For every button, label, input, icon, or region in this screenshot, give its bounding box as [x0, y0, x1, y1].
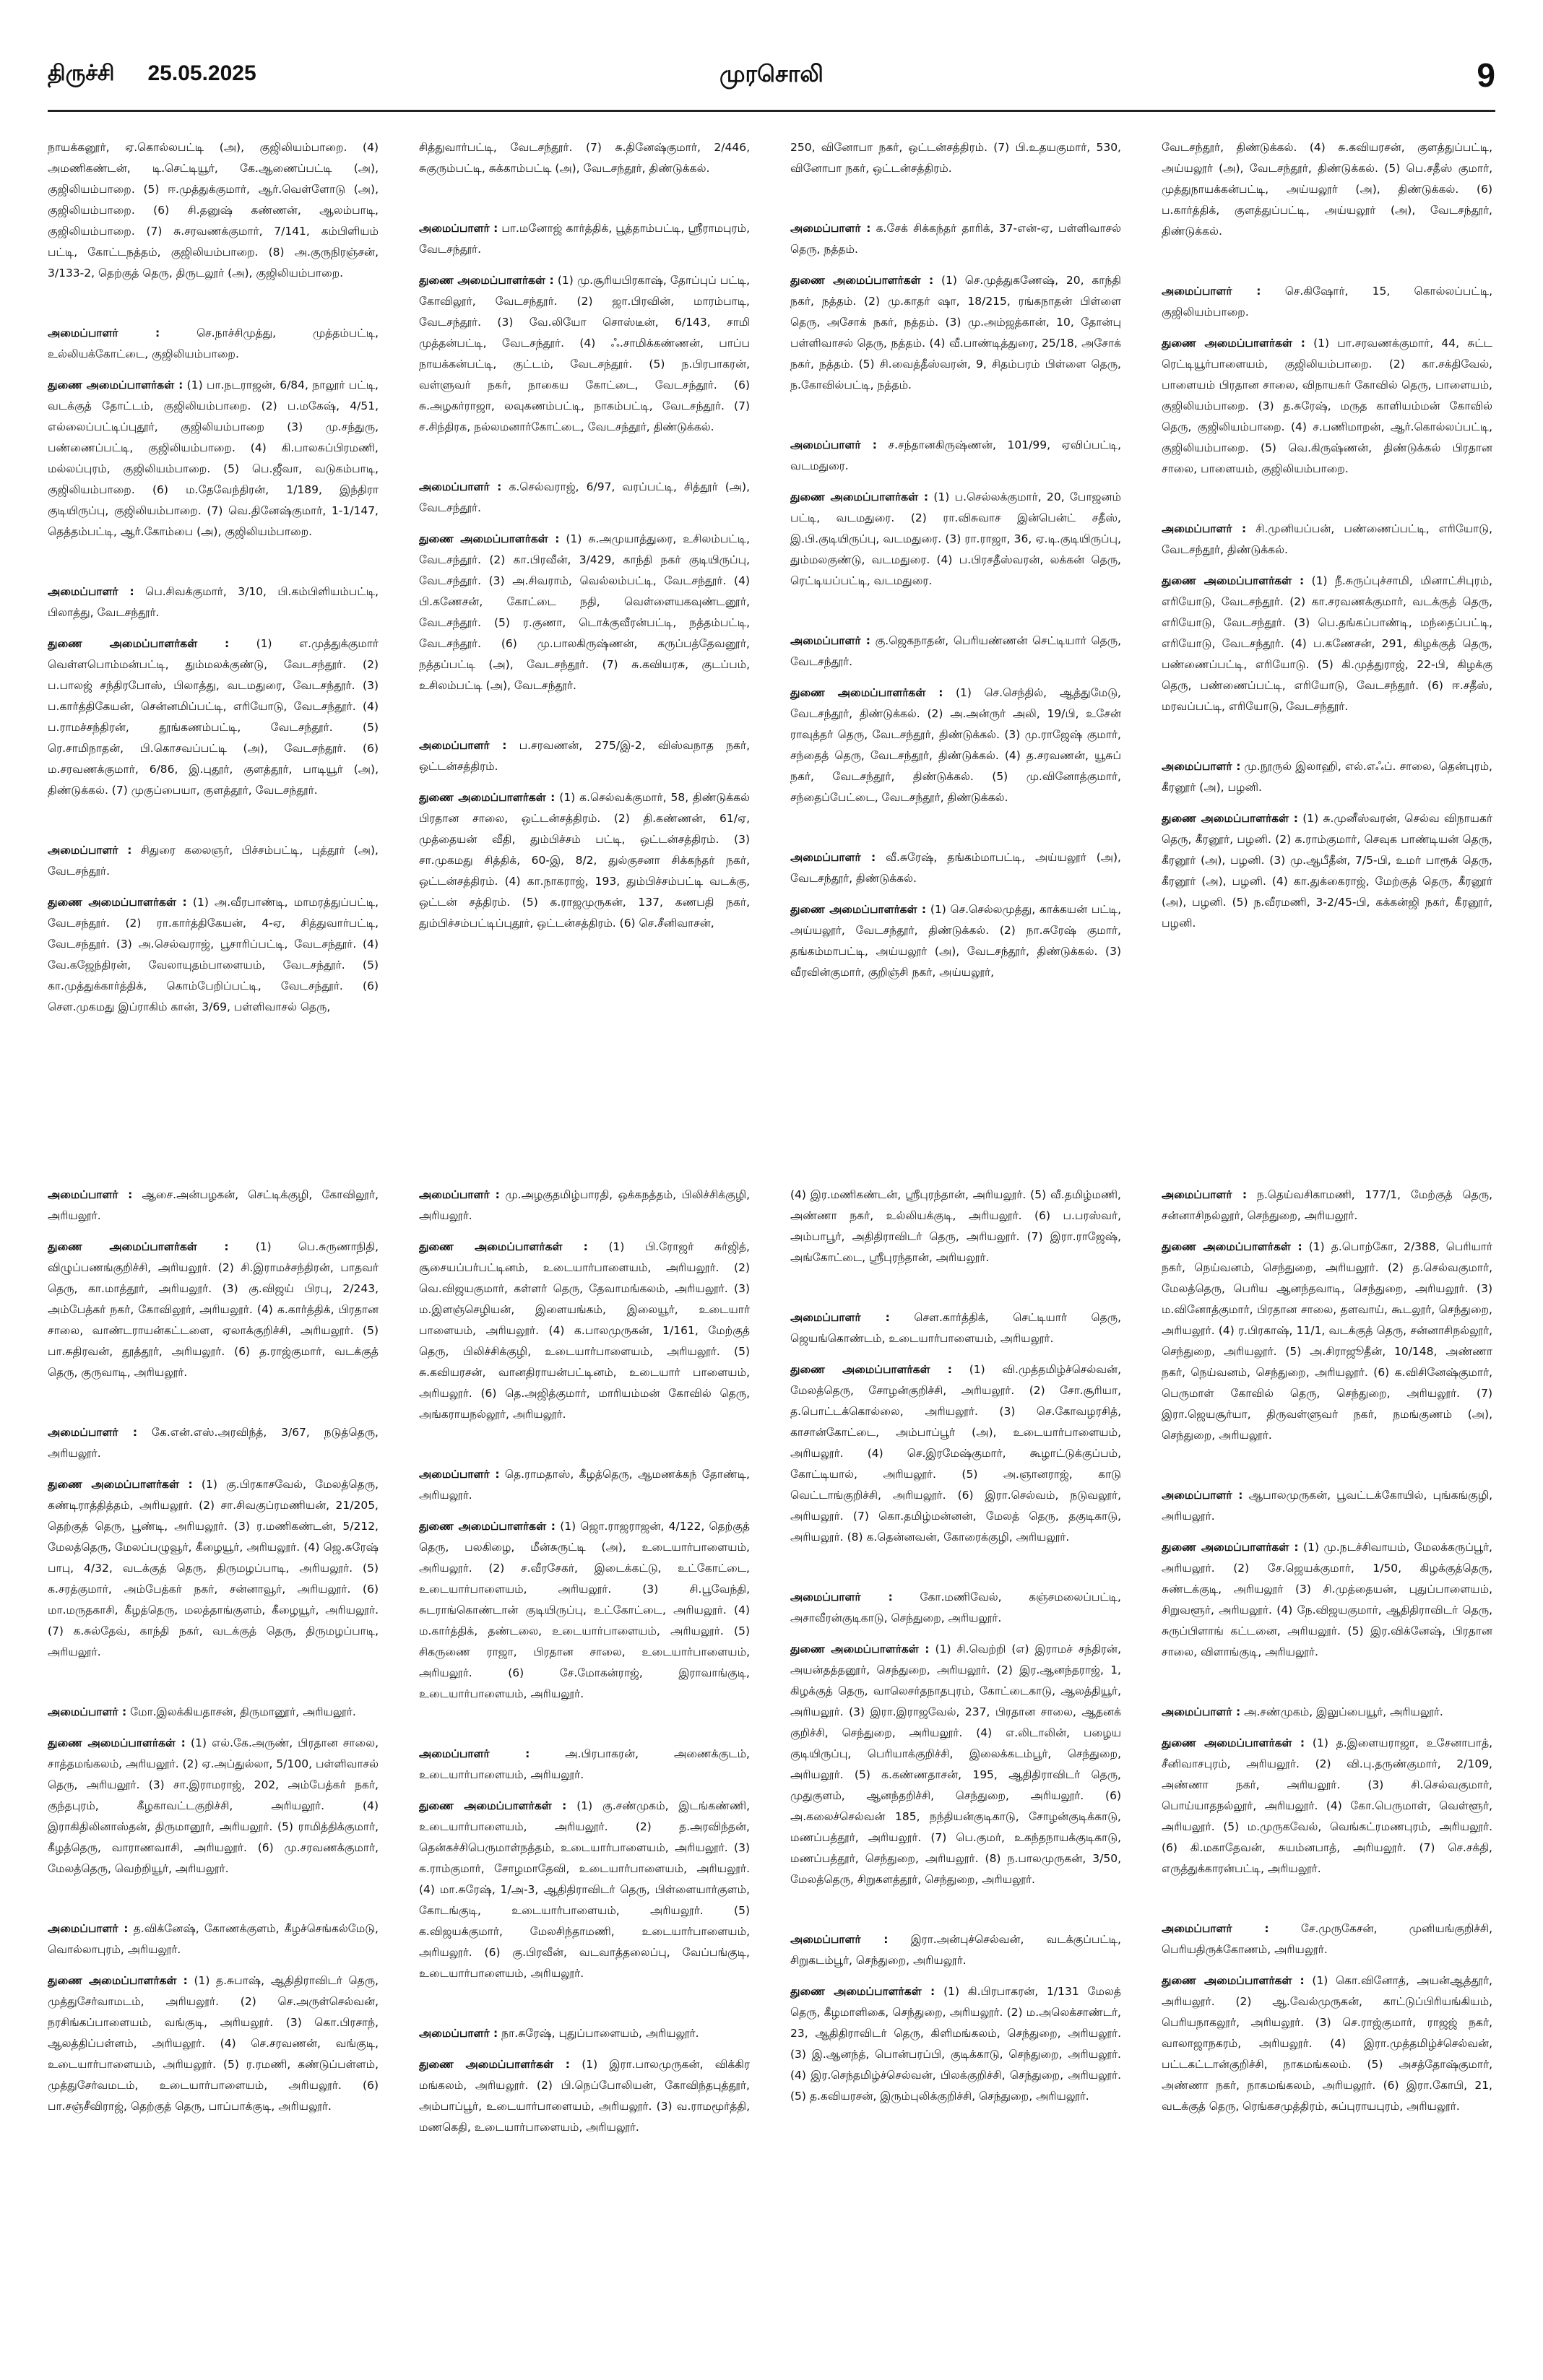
deputies-paragraph [48, 1474, 379, 1663]
organizer-label: அமைப்பாளர் : [1162, 1489, 1243, 1502]
article-column [48, 137, 379, 1148]
article-column [419, 137, 750, 1148]
deputies-label: துணை அமைப்பாளர்கள் : [419, 1799, 567, 1812]
organizer-paragraph [419, 218, 750, 260]
deputies-text: (1) நீ.சுருப்புச்சாமி, மினாட்சிபுரம், எரியோடு, வேடசந்தூர். (2) கா.சரவணக்குமார், வடக்குத் தெரு, எரியோடு, வேடசந்தூர். (3) பெ.தங்கப்பாண்டி, மந்தைப்பட்டி, எரியோடு, வேடசந்தூர். (4) ப.கணேசன், 291, கிழக்குத் தெரு, பண்ணைப்பட்டி, எரியோடு. (5) கி.முத்துராஜ், 22-பி, கிழக்கு தெரு, பண்ணைப்பட்டி, எரியோடு, வேடசந்தூர். (6) ஈ.சதீஸ், மரவப்பட்டி, எரியோடு, வேடசந்தூர். [1162, 574, 1492, 713]
organizer-text: ஆசை.அன்பழகன், செட்டிக்குழி, கோவிலூர், அரியலூர். [48, 1188, 379, 1222]
organizer-paragraph [1162, 1185, 1492, 1226]
appointment-entry [419, 2023, 750, 2138]
organizer-text: கு.ஜெகநாதன், பெரியண்ணன் செட்டியார் தெரு, வேடசந்தூர். [790, 634, 1121, 668]
deputies-text: (1) கு.சண்முகம், இடங்கண்ணி, உடையார்பாளையம், அரியலூர். (2) த.அரவிந்தன், தென்கச்சிபெருமாள்நத்தம், உடையார்பாளையம், அரியலூர். (3) க.ராம்குமார், சோழமாதேவி, உடையார்பாளையம், அரியலூர். (4) மா.சுரேஷ், 1/அ-3, ஆதிதிராவிடர் தெரு, பிள்ளையார்குளம், கோடங்குடி, உடையார்பாளையம், அரியலூர். (5) க.விஜயக்குமார், மேலசிந்தாமணி, உடையார்பாளையம், அரியலூர். (6) கு.பிரவீன், வடவாத்தலைப்பு, வேப்பங்குடி, உடையார்பாளையம், அரியலூர். [419, 1799, 750, 1980]
deputies-paragraph [1162, 1733, 1492, 1879]
appointment-entry [48, 581, 379, 801]
organizer-text: ந.தெய்வசிகாமணி, 177/1, மேற்குத் தெரு, சன்னாசிநல்லூர், செந்துறை, அரியலூர். [1162, 1188, 1492, 1222]
organizer-paragraph [790, 435, 1121, 477]
deputies-text: (1) வி.முத்தமிழ்ச்செல்வன், மேலத்தெரு, சோழன்குறிச்சி, அரியலூர். (2) சோ.சூரியா, த.பொட்டக்கொல்லை, அரியலூர். (3) செ.கோவழரசித், காசான்கோட்டை, அம்பாப்பூர் (அ), உடையார்பாளையம், அரியலூர். (4) செ.இரமேஷ்குமார், கூழாட்டுக்குப்பம், கோட்டியால், அரியலூர். (5) அ.ஞானராஜ், காடு வெட்டாங்குறிச்சி, அரியலூர். (6) இரா.செல்வம், நடுவலூர், அரியலூர். (7) கொ.தமிழ்மன்னன், மேலத் தெரு, தகுடிகாடு, அரியலூர். (8) க.தென்னவன், கோரைக்குழி, அரியலூர். [790, 1363, 1121, 1544]
deputies-text: (1) க.செல்வக்குமார், 58, திண்டுக்கல் பிரதான சாலை, ஒட்டன்சத்திரம். (2) தி.கண்ணன், 61/ஏ, முத்தையன் வீதி, தும்பிச்சம் பட்டி, ஒட்டன்சத்திரம். (3) சா.முகமது சித்திக், 60-இ, 8/2, துல்குசனா சிக்கந்தர் நகர், ஒட்டன்சத்திரம். (4) கா.நாகராஜ், 193, தும்பிச்சம்பட்டி வடக்கு, ஒட்டன் சத்திரம். (5) க.ராஜமுருகன், 137, கணபதி நகர், தும்பிச்சம்பட்டிப்புதூர், ஒட்டன்சத்திரம். (6) செ.சீனிவாசன், [419, 791, 750, 930]
deputies-text: (1) பெ.சுருணாநிதி, விழுப்பணங்குறிச்சி, அரியலூர். (2) சி.இராமச்சந்திரன், பாதவர் தெரு, கா.மாத்தூர், அரியலூர். (3) கு.விஜய் பிரபு, 2/243, அம்பேத்கர் நகர், கோவிலூர், அரியலூர். (4) க.கார்த்திக், பிரதான சாலை, வாண்டராயன்கட்டளை, ஏலாக்குறிச்சி, அரியலூர். (5) பா.சுதிரவன், தூத்தூர், அரியலூர். (6) த.ராஜ்குமார், வடக்குத் தெரு, குருவாடி, அரியலூர். [48, 1240, 379, 1379]
deputies-text: (1) கொ.வினோத், அயன்ஆத்தூர், அரியலூர். (2) ஆ.வேல்முருகன், காட்டுப்பிரியங்கியம், பெரியநாகலூர், அரியலூர். (3) செ.ராஜ்குமார், ராஜஜ் நகர், வாலாஜாநகரம், அரியலூர். (4) இரா.முத்தமிழ்ச்செல்வன், பட்டகட்டான்குறிச்சி, நாகமங்கலம். (5) அசத்தோஷ்குமார், அண்ணா நகர், நாகமங்கலம், அரியலூர். (6) இரா.கோபி, 21, வடக்குத் தெரு, ரெங்கசமுத்திரம், சுப்புராயபுரம், அரியலூர். [1162, 1974, 1492, 2113]
deputies-paragraph [48, 1237, 379, 1383]
deputies-label: துணை அமைப்பாளர்கள் : [419, 274, 554, 287]
masthead-left [48, 61, 256, 89]
deputies-label: துணை அமைப்பாளர்கள் : [790, 1363, 952, 1376]
article-column [790, 137, 1121, 1148]
organizer-text: செ.நாச்சிமுத்து, முத்தம்பட்டி, உல்லியக்கோட்டை, குஜிலியம்பாறை. [48, 326, 379, 360]
organizer-paragraph [48, 1702, 379, 1723]
organizer-label: அமைப்பாளர் : [48, 585, 134, 598]
deputies-paragraph [48, 892, 379, 1018]
deputies-label: துணை அமைப்பாளர்கள் : [48, 1478, 193, 1491]
organizer-label: அமைப்பாளர் : [790, 851, 876, 864]
deputies-text: (1) த.இளையராஜா, உசேனாபாத், சீனிவாசபுரம், அரியலூர். (2) வி.பு.தருண்குமார், 2/109, அண்ணா நகர், அரியலூர். (3) சி.செல்வகுமார், பொய்யாதநல்லூர், அரியலூர். (4) கோ.பெருமாள், வெள்ளூர், அரியலூர். (5) ம.முருகவேல், வெங்கட்ரமணபுரம், அரியலூர். (6) கி.மகாதேவன், சுயம்னபாத், அரியலூர். (7) செ.சக்தி, எருத்துக்காரன்பட்டி, அரியலூர். [1162, 1736, 1492, 1875]
appointment-entry [790, 1929, 1121, 2107]
continued-paragraph: 250, வினோபா நகர், ஒட்டன்சத்திரம். (7) பி.உதயகுமார், 530, வினோபா நகர், ஒட்டன்சத்திரம். [790, 141, 1121, 175]
organizer-label: அமைப்பாளர் : [1162, 1705, 1241, 1718]
organizer-text: மோ.இலக்கியதாசன், திருமானூர், அரியலூர். [130, 1705, 356, 1718]
deputies-label: துணை அமைப்பாளர்கள் : [48, 378, 183, 391]
organizer-paragraph [1162, 281, 1492, 323]
appointment-entry [419, 735, 750, 934]
organizer-text: வீ.சுரேஷ், தங்கம்மாபட்டி, அய்யலூர் (அ), வேடசந்தூர், திண்டுக்கல். [790, 851, 1121, 885]
organizer-text: செள.கார்த்திக், செட்டியார் தெரு, ஜெயங்கொண்டம், உடையார்பாளையம், அரியலூர். [790, 1311, 1121, 1345]
organizer-paragraph [419, 2023, 750, 2044]
organizer-text: க.செல்வராஜ், 6/97, வரப்பட்டி, சித்தூர் (அ), வேடசந்தூர். [419, 480, 750, 514]
appointment-entry [790, 847, 1121, 983]
organizer-text: த.விக்னேஷ், கோணக்குளம், கீழச்செங்கல்மேடு, வொல்லாபுரம், அரியலூர். [48, 1922, 379, 1956]
organizer-label: அமைப்பாளர் : [419, 1188, 500, 1201]
deputies-label: துணை அமைப்பாளர்கள் : [1162, 1541, 1299, 1554]
deputies-text: (1) ப.செல்லக்குமார், 20, போஜனம் பட்டி, வடமதுரை. (2) ரா.விசுவாச இன்பென்ட் சதீஸ், இ.பி.குடியிருப்பு, வடமதுரை. (3) ரா.ராஜா, 36, ஏ.டி.குடியிருப்பு, தும்மலகுண்டு, வடமதுரை. (4) ப.பிரசதீஸ்வரன், லக்கன் தெரு, ரெட்டியப்பட்டி, வடமதுரை. [790, 490, 1121, 587]
deputies-text: (1) த.பொற்கோ, 2/388, பெரியார் நகர், நெய்வனம், செந்துறை, அரியலூர். (2) த.செல்வகுமார், மேலத்தெரு, பெரிய ஆனந்தவாடி, செந்துறை, அரியலூர். (3) ம.வினோத்குமார், பிரதான சாலை, தளவாய், கூடலூர், செந்துறை, அரியலூர். (4) ர.பிரகாஷ், 11/1, வடக்குத் தெரு, சன்னாசிநல்லூர், செந்துறை, அரியலூர். (5) அ.சிராஜூதீன், 10/148, அண்ணா நகர், நெய்வனம், செந்துறை, அரியலூர். (6) க.விசினேஷ்குமார், பெருமாள் கோவில் தெரு, செந்துறை, அரியலூர். (7) இரா.ஜெயசூர்யா, திருவள்ளுவர் நகர், நமங்குணம் (அ), செந்துறை, அரியலூர். [1162, 1240, 1492, 1442]
organizer-text: இரா.அன்புச்செல்வன், வடக்குப்பட்டி, சிறுகடம்பூர், செந்துறை, அரியலூர். [790, 1933, 1121, 1967]
organizer-label: அமைப்பாளர் : [790, 438, 877, 451]
organizer-paragraph [790, 1307, 1121, 1349]
deputies-label: துணை அமைப்பாளர்கள் : [48, 896, 187, 909]
organizer-text: பா.மனோஜ் கார்த்திக், பூத்தாம்பட்டி, ஸ்ரீராமபுரம், வேடசந்தூர். [419, 222, 750, 256]
organizer-paragraph [48, 323, 379, 365]
deputies-text: (1) கு.பிரகாசவேல், மேலத்தெரு, கண்டிராத்தித்தம், அரியலூர். (2) சா.சிவகுப்ரமணியன், 21/205, தெற்குத் தெரு, பூண்டி, அரியலூர். (3) ர.மணிகண்டன், 5/212, மேலத்தெரு, மேலப்பழுவூர், கீழையூர், அரியலூர். (4) ஜெ.சுரேஷ் பாபு, 4/32, வடக்குத் தெரு, திருமழப்பாடி, அரியலூர். (5) க.சரத்குமார், அம்பேத்கர் நகர், சன்னாவூர், அரியலூர். (6) மா.மருதகாசி, கீழத்தெரு, மலத்தாங்குளம், கீழையூர், அரியலூர். (7) க.சுல்தேவ், காந்தி நகர், வடக்குத் தெரு, திருமழப்பாடி, அரியலூர். [48, 1478, 379, 1658]
top-section [48, 137, 1495, 1148]
deputies-label: துணை அமைப்பாளர்கள் : [419, 2058, 570, 2071]
deputies-label: துணை அமைப்பாளர்கள் : [48, 1240, 229, 1253]
deputies-label: துணை அமைப்பாளர்கள் : [790, 274, 934, 287]
appointment-entry [790, 1587, 1121, 1890]
organizer-paragraph [790, 1929, 1121, 1971]
deputies-label: துணை அமைப்பாளர்கள் : [48, 1736, 186, 1749]
deputies-paragraph [790, 487, 1121, 592]
newspaper-name: முரசொலி [719, 60, 824, 87]
deputies-label: துணை அமைப்பாளர்கள் : [790, 1985, 935, 1998]
organizer-text: கோ.மணிவேல், கஞ்சமலைப்பட்டி, அசாவீரன்குடிகாடு, செந்துறை, அரியலூர். [790, 1591, 1121, 1624]
organizer-text: மு.அழகுதமிழ்பாரதி, ஒக்கநத்தம், பிலிச்சிக்குழி, அரியலூர். [419, 1188, 750, 1222]
deputies-label: துணை அமைப்பாளர்கள் : [790, 1643, 930, 1656]
deputies-label: துணை அமைப்பாளர்கள் : [790, 903, 927, 916]
deputies-paragraph [790, 899, 1121, 983]
organizer-text: சிதுரை கலைஞர், பிச்சம்பட்டி, புத்தூர் (அ), வேடசந்தூர். [48, 844, 379, 878]
article-column [48, 1185, 379, 2355]
article-column [1162, 137, 1492, 1148]
deputies-paragraph [48, 633, 379, 801]
deputies-text: (1) சு.அமுயாத்துரை, உசிலம்பட்டி, வேடசந்தூர். (2) கா.பிரவீன், 3/429, காந்தி நகர் குடியிருப்பு, வேடசந்தூர். (3) அ.சிவராம், வெல்லம்பட்டி, வேடசந்தூர். (4) பி.கணேசன், கோட்டை நதி, வெள்ளையகவுண்டனூர், வேடசந்தூர். (5) ர.குணா, டொக்குவீரன்பட்டி, நத்தம்பட்டி, வேடசந்தூர். (6) மு.பாலகிருஷ்ணன், கருப்பத்தேவனூர், நத்தப்பட்டி (அ), வேடசந்தூர். (7) சு.கவியரசு, குடப்பம், உசிலம்பட்டி (அ), வேடசந்தூர். [419, 532, 750, 692]
bottom-columns [48, 1185, 1495, 2355]
appointment-entry [419, 1744, 750, 1984]
deputies-text: (1) பா.நடராஜன், 6/84, நாலூர் பட்டி, வடக்குத் தோட்டம், குஜிலியம்பாறை. (2) ப.மகேஷ், 4/51, எல்லைப்பட்டிப்புதூர், குஜிலியம்பாறை (3) மு.சந்துரு, பண்ணைப்பட்டி, குஜிலியம்பாறை. (4) கி.பாலசுப்பிரமணி, மல்லப்புரம், குஜிலியம்பாறை. (5) பெ.ஜீவா, வடுகம்பாடி, குஜிலியம்பாறை. (6) ம.தேவேந்திரன், 1/189, இந்திரா குடியிருப்பு, குஜிலியம்பாறை. (7) வெ.தினேஷ்குமார், 1-1/147, தெத்தம்பட்டி, ஆர்.கோம்பை (அ), குஜிலியம்பாறை. [48, 378, 379, 538]
organizer-text: தெ.ராமதாஸ், கீழத்தெரு, ஆமணக்கந் தோண்டி, அரியலூர். [419, 1468, 750, 1502]
deputies-paragraph [419, 1796, 750, 1984]
page-number: 9 [1477, 56, 1495, 94]
deputies-paragraph [790, 1639, 1121, 1890]
organizer-label: அமைப்பாளர் : [419, 1747, 530, 1760]
deputies-label: துணை அமைப்பாளர்கள் : [1162, 574, 1305, 587]
organizer-label: அமைப்பாளர் : [419, 739, 507, 752]
continued-paragraph: சித்துவார்பட்டி, வேடசந்தூர். (7) சு.தினேஷ்குமார், 2/446, சுகுரும்பட்டி, சுக்காம்பட்டி (அ), வேடசந்தூர், திண்டுக்கல். [419, 141, 750, 175]
organizer-paragraph [790, 847, 1121, 889]
deputies-text: (1) அ.வீரபாண்டி, மாமரத்துப்பட்டி, வேடசந்தூர். (2) ரா.கார்த்திகேயன், 4-ஏ, சித்துவார்பட்டி, வேடசந்தூர். (3) அ.செல்வராஜ், பூசாரிப்பட்டி, வேடசந்தூர். (4) வே.கஜேந்திரன், வேலாயுதம்பாளையம், வேடசந்தூர். (5) கா.முத்துக்கார்த்திக், கொம்பேறிப்பட்டி, வேடசந்தூர். (6) சௌ.முகமது இப்ராகிம் கான், 3/69, பள்ளிவாசல் தெரு, [48, 896, 379, 1013]
organizer-label: அமைப்பாளர் : [1162, 1922, 1269, 1935]
deputies-label: துணை அமைப்பாளர்கள் : [1162, 1240, 1302, 1253]
article-column [1162, 1185, 1492, 2355]
deputies-label: துணை அமைப்பாளர்கள் : [419, 1240, 588, 1253]
deputies-text: (1) இரா.பாலமுருகன், விக்கிர மங்கலம், அரியலூர். (2) பி.நெப்போலியன், கோவிந்தபுத்தூர், அம்பாப்பூர், உடையார்பாளையம், அரியலூர். (3) வ.ராமமூர்த்தி, மணகெதி, உடையார்பாளையம், அரியலூர். [419, 2058, 750, 2134]
appointment-entry [419, 218, 750, 438]
deputies-paragraph [1162, 1537, 1492, 1663]
continued-text [48, 137, 379, 284]
appointment-entry [1162, 1702, 1492, 1879]
deputies-text: (1) எ.முத்துக்குமார் வெள்ளபொம்மன்பட்டி, தும்மலக்குண்டு, வேடசந்தூர். (2) ப.பாலஜ் சந்திரபோஸ், பிலாத்து, வடமதுரை, வேடசந்தூர். (3) ப.கார்த்திகேயன், சென்னமிப்பட்டி, எரியோடு, வேடசந்தூர். (4) ப.ராமச்சந்திரன், தூங்கணம்பட்டி, வேடசந்தூர். (5) ரெ.சாமிநாதன், பி.கொசவப்பட்டி (அ), வேடசந்தூர். (6) ம.சரவணக்குமார், 6/86, இ.புதூர், குளத்தூர், பாடியூர் (அ), திண்டுக்கல். (7) முகுப்பையா, குளத்தூர், வேடசந்தூர். [48, 637, 379, 797]
appointment-entry [48, 1422, 379, 1663]
continued-paragraph: (4) இர.மணிகண்டன், ஸ்ரீபுரந்தான், அரியலூர். (5) வீ.தமிழ்மணி, அண்ணா நகர், உல்லியக்குடி, அரியலூர். (6) ப.பரஸ்வர், அம்பாபூர், அதிதிராவிடர் தெரு, அரியலூர். (7) இரா.ராஜேஷ், அங்கோட்டை, ஸ்ரீபுரந்தான், அரியலூர். [790, 1188, 1121, 1264]
deputies-text: (1) செ.முத்துகணேஷ், 20, காந்தி நகர், நத்தம். (2) மு.காதர் ஷா, 18/215, ரங்கநாதன் பிள்ளை தெரு, அசோக் நகர், நத்தம். (3) மு.அம்ஜத்கான், 10, தோன்பு பள்ளிவாசல் தெரு, நத்தம். (4) வீ.பாண்டித்துரை, 25/18, அசோக் நகர், நத்தம். (5) சி.வைத்தீஸ்வரன், 9, சிதம்பரம் பிள்ளை தெரு, ந.கோவில்பட்டி, நத்தம். [790, 274, 1121, 391]
deputies-paragraph [419, 1516, 750, 1705]
organizer-paragraph [419, 1744, 750, 1786]
edition-date: 25.05.2025 [147, 61, 256, 85]
deputies-paragraph [1162, 333, 1492, 480]
appointment-entry [1162, 1918, 1492, 2117]
deputies-label: துணை அமைப்பாளர்கள் : [48, 1974, 188, 1987]
organizer-paragraph [790, 631, 1121, 672]
organizer-label: அமைப்பாளர் : [1162, 760, 1241, 773]
deputies-label: துணை அமைப்பாளர்கள் : [48, 637, 230, 650]
appointment-entry [790, 1307, 1121, 1548]
organizer-label: அமைப்பாளர் : [48, 844, 132, 857]
appointment-entry [790, 631, 1121, 808]
deputies-label: துணை அமைப்பாளர்கள் : [1162, 812, 1298, 825]
organizer-paragraph [790, 218, 1121, 260]
appointment-entry [48, 323, 379, 542]
top-columns [48, 137, 1495, 1148]
appointment-entry [1162, 519, 1492, 717]
appointment-entry [419, 477, 750, 696]
deputies-text: (1) பி.ரோஜர் சுர்ஜித், சூசையப்பர்பட்டினம், உடையார்பாளையம், அரியலூர். (2) வெ.விஜயகுமார், கள்ளர் தெரு, தேவாமங்கலம், அரியலூர். (3) ம.இளஞ்செழியன், இளையங்கம், இலையூர், உடையார் பாளையம், அரியலூர். (4) க.பாலமுருகன், 1/161, மேற்குத் தெரு, பிலிச்சிக்குழி, உடையார்பாளையம், அரியலூர். (5) சு.கவியரசன், வானதிராயன்பட்டினம், உடையார் பாளையம், அரியலூர். (6) தெ.அஜித்குமார், மாரியம்மன் கோவில் தெரு, அங்கராயநல்லூர், அரியலூர். [419, 1240, 750, 1421]
deputies-label: துணை அமைப்பாளர்கள் : [1162, 1736, 1305, 1749]
organizer-label: அமைப்பாளர் : [48, 1705, 127, 1718]
organizer-label: அமைப்பாளர் : [419, 480, 502, 493]
organizer-label: அமைப்பாளர் : [790, 634, 870, 647]
deputies-label: துணை அமைப்பாளர்கள் : [419, 532, 560, 545]
continued-text [1162, 137, 1492, 242]
organizer-paragraph [790, 1587, 1121, 1629]
organizer-paragraph [48, 1918, 379, 1960]
organizer-label: அமைப்பாளர் : [419, 222, 498, 235]
deputies-paragraph [790, 1359, 1121, 1548]
organizer-label: அமைப்பாளர் : [1162, 1188, 1248, 1201]
organizer-label: அமைப்பாளர் : [419, 2027, 498, 2040]
bottom-section [48, 1185, 1495, 2355]
organizer-label: அமைப்பாளர் : [48, 1922, 129, 1935]
deputies-text: (1) சி.வெற்றி (எ) இராமச் சந்திரன், அயன்தத்தனூர், செந்துறை, அரியலூர். (2) இர.ஆனந்தராஜ், 1, கிழக்குத் தெரு, வாலெசர்தநாதபுரம், கோட்டைகாடு, ஆலத்தியூர், அரியலூர். (3) இரா.இராஜவேல், 237, பிரதான சாலை, ஆதனக் குறிச்சி, செந்துறை, அரியலூர். (4) எ.லிடாலின், பழைய குடியிருப்பு, பெரியாக்குறிச்சி, இலைக்கடம்பூர், செந்துறை, அரியலூர். (5) க.கண்ணதாசன், 195, ஆதிதிராவிடர் தெரு, முதுகுளம், ஆனந்தறிச்சி, செந்துறை, அரியலூர். (6) அ.கலைச்செல்வன் 185, நந்தியன்குடிகாடு, சோழன்குடிக்காடு, மணப்பத்தூர், அரியலூர். (7) பெ.குமர், உகந்தநாயக்குடிகாடு, மணப்பத்தூர், செந்துறை, அரியலூர். (8) ந.பாலமுருகன், 3/50, மேலத்தெரு, சிறுகளத்தூர், செந்துறை, அரியலூர். [790, 1643, 1121, 1886]
continued-paragraph: வேடசந்தூர், திண்டுக்கல். (4) சு.கவியரசன், குளத்துப்பட்டி, அய்யலூர் (அ), வேடசந்தூர், திண்டுக்கல். (5) பெ.சதீஸ் குமார், முத்துநாயக்கன்பட்டி, அய்யலூர் (அ), திண்டுக்கல். (6) ப.கார்த்திக், குளத்துப்பட்டி, அய்யலூர் (அ), வேடசந்தூர், திண்டுக்கல். [1162, 141, 1492, 238]
appointment-entry [1162, 756, 1492, 934]
appointment-entry [48, 1918, 379, 2117]
deputies-label: துணை அமைப்பாளர்கள் : [419, 1520, 556, 1533]
deputies-label: துணை அமைப்பாளர்கள் : [419, 791, 556, 804]
organizer-paragraph [1162, 1918, 1492, 1960]
organizer-label: அமைப்பாளர் : [1162, 522, 1247, 535]
article-column [419, 1185, 750, 2355]
deputies-paragraph [48, 375, 379, 542]
organizer-label: அமைப்பாளர் : [419, 1468, 500, 1481]
deputies-paragraph [1162, 808, 1492, 934]
organizer-text: செ.கிஷோர், 15, கொல்லப்பட்டி, குஜிலியம்பாறை. [1162, 285, 1492, 319]
continued-paragraph: நாயக்கனூர், ஏ.கொல்லபட்டி (அ), குஜிலியம்பாறை. (4) அமணிகண்டன், டி.செட்டியூர், கே.ஆணைப்பட்டி (அ), குஜிலியம்பாறை. (5) ஈ.முத்துக்குமார், ஆர்.வெள்ளோடு (அ), குஜிலியம்பாறை. (6) சி.தனுஷ் கண்ணன், ஆலம்பாடி, குஜிலியம்பாறை. (7) சு.சரவணக்குமார், 7/141, கம்பிளியம் பட்டி, கோட்டநத்தம், குஜிலியம்பாறை. (8) அ.குருநிரஞ்சன், 3/133-2, தெற்குத் தெரு, திருடலூர் (அ), குஜிலியம்பாறை. [48, 141, 379, 280]
appointment-entry [419, 1185, 750, 1425]
organizer-text: அ.பிரபாகரன், அணைக்குடம், உடையார்பாளையம், அரியலூர். [419, 1747, 750, 1781]
continued-text [419, 137, 750, 179]
deputies-paragraph [790, 270, 1121, 396]
appointment-entry [419, 1464, 750, 1705]
appointment-entry [790, 435, 1121, 592]
organizer-paragraph [1162, 519, 1492, 561]
edition-city: திருச்சி [48, 61, 115, 85]
deputies-text: (1) எல்.கே.அருண், பிரதான சாலை, சாத்தமங்கலம், அரியலூர். (2) ஏ.அப்துல்லா, 5/100, பள்ளிவாசல் தெரு, அரியலூர். (3) சா.இராமராஜ், 202, அம்பேத்கர் நகர், குந்தபுரம், கீழகாவட்டகுறிச்சி, அரியலூர். (4) இராகிதிலினாஸ்தன், திருமானூர், அரியலூர். (5) ராமித்திக்குமார், கீழத்தெரு, வாராணவாசி, அரியலூர். (6) மு.சரவணக்குமார், மேலத்தெரு, வெற்றியூர், அரியலூர். [48, 1736, 379, 1875]
deputies-paragraph [419, 787, 750, 934]
appointment-entry [48, 1702, 379, 1879]
organizer-paragraph [48, 1422, 379, 1464]
deputies-text: (1) செ.செல்லமுத்து, காக்கயன் பட்டி, அய்யலூர், வேடசந்தூர், திண்டுக்கல். (2) நா.சுரேஷ் குமார், தங்கம்மாபட்டி, அய்யலூர் (அ), வேடசந்தூர், திண்டுக்கல். (3) வீரவின்குமார், குறிஞ்சி நகர், அய்யலூர், [790, 903, 1121, 979]
deputies-text: (1) கி.பிரபாகரன், 1/131 மேலத் தெரு, கீழமாளிகை, செந்துறை, அரியலூர். (2) ம.அலெக்சாண்டர், 23, ஆதிதிராவிடர் தெரு, கிளிமங்கலம், செந்துறை, அரியலூர். (3) இ.ஆனந்த், பொன்பரப்பி, குடிக்காடு, செந்துறை, அரியலூர். (4) இர.செந்தமிழ்ச்செல்வன், பிலக்குறிச்சி, செந்துறை, அரியலூர். (5) த.கவியரசன், இரும்புலிக்குறிச்சி, செந்துறை, அரியலூர். [790, 1985, 1121, 2103]
organizer-text: அ.சண்முகம், இலுப்பையூர், அரியலூர். [1244, 1705, 1443, 1718]
organizer-paragraph [1162, 1702, 1492, 1723]
appointment-entry [48, 1185, 379, 1383]
organizer-label: அமைப்பாளர் : [48, 1188, 133, 1201]
organizer-text: க.சேக் சிக்கந்தர் தாரிக், 37-என்-ஏ, பள்ளிவாசல் தெரு, நத்தம். [790, 222, 1121, 256]
deputies-label: துணை அமைப்பாளர்கள் : [1162, 1974, 1305, 1987]
organizer-text: ப.சரவணன், 275/இ-2, விஸ்வநாத நகர், ஒட்டன்சத்திரம். [419, 739, 750, 773]
article-column [790, 1185, 1121, 2355]
organizer-text: பெ.சிவக்குமார், 3/10, பி.கம்பிளியம்பட்டி, பிலாத்து, வேடசந்தூர். [48, 585, 379, 619]
appointment-entry [48, 840, 379, 1018]
deputies-text: (1) செ.செந்தில், ஆத்துமேடு, வேடசந்தூர், திண்டுக்கல். (2) அ.அன்ருர் அலி, 19/பி, உசேன் ராவுத்தர் தெரு, வேடசந்தூர், திண்டுக்கல். (3) மு.ராஜேஷ் குமார், சந்தைத் தெரு, வேடசந்தூர், திண்டுக்கல். (4) த.சரவணன், யூசுப் நகர், வேடசந்தூர், திண்டுக்கல். (5) மு.வினோத்குமார், சந்தைப்பேட்டை, வேடசந்தூர், திண்டுக்கல். [790, 686, 1121, 804]
organizer-text: சி.முனியப்பன், பண்ணைப்பட்டி, எரியோடு, வேடசந்தூர், திண்டுக்கல். [1162, 522, 1492, 556]
deputies-paragraph [790, 683, 1121, 808]
organizer-paragraph [48, 840, 379, 882]
organizer-text: மு.நூருல் இலாஹி, எல்.எஃப். சாலை, தென்புரம், கீரனூர் (அ), பழனி. [1162, 760, 1492, 794]
deputies-paragraph [48, 1733, 379, 1879]
deputies-label: துணை அமைப்பாளர்கள் : [1162, 337, 1305, 350]
continued-text [790, 1185, 1121, 1268]
appointment-entry [1162, 281, 1492, 480]
organizer-text: கே.என்.எஸ்.அரவிந்த், 3/67, நடுத்தெரு, அரியலூர். [48, 1426, 379, 1460]
organizer-label: அமைப்பாளர் : [790, 222, 871, 235]
organizer-paragraph [419, 1185, 750, 1226]
deputies-paragraph [419, 270, 750, 438]
appointment-entry [790, 218, 1121, 396]
deputies-paragraph [1162, 1237, 1492, 1446]
deputies-paragraph [419, 529, 750, 696]
deputies-paragraph [419, 1237, 750, 1425]
masthead [48, 53, 1495, 97]
organizer-label: அமைப்பாளர் : [790, 1591, 893, 1604]
deputies-paragraph [1162, 1970, 1492, 2117]
organizer-text: ச.சந்தானகிருஷ்ணன், 101/99, ஏவிப்பட்டி, வடமதுரை. [790, 438, 1121, 472]
deputies-paragraph [419, 2054, 750, 2138]
deputies-paragraph [48, 1970, 379, 2117]
organizer-label: அமைப்பாளர் : [1162, 285, 1261, 298]
organizer-paragraph [48, 581, 379, 623]
deputies-text: (1) மு.சூரியபிரகாஷ், தோப்புப் பட்டி, கோவிலூர், வேடசந்தூர். (2) ஜா.பிரவின், மாரம்பாடி, வேடசந்தூர். (3) வே.லியோ சொஸ்டீன், 6/143, சாமி முத்தன்பட்டி, வேடசந்தூர். (4) ஃ.சாமிக்கண்ணன், பாப்ப நாயக்கன்பட்டி, குட்டம், வேடசந்தூர். (5) ந.பிரபாகரன், வள்ளுவர் நகர், நாகைய கோட்டை, வேடசந்தூர். (6) சு.அழகர்ராஜா, லவுகணம்பட்டி, நாகம்பட்டி, வேடசந்தூர். (7) ச.சிந்திரக, நல்லமனார்கோட்டை, வேடசந்தூர், திண்டுக்கல். [419, 274, 750, 433]
deputies-text: (1) ஜொ.ராஜராஜன், 4/122, தெற்குத் தெரு, பலகிழை, மீன்சுருட்டி (அ), உடையார்பாளையம், அரியலூர். (2) ச.வீரசேகர், இடைக்கட்டு, உட்கோட்டை, உடையார்பாளையம், அரியலூர். (3) சி.பூவேந்தி, சுடராங்கொண்டான் குடியிருப்பு, உட்கோட்டை, அரியலூர். (4) ம.கார்த்திக், தண்டலை, உடையார்பாளையம், அரியலூர். (5) சிகருணை ராஜா, பிரதான சாலை, உடையார்பாளையம், அரியலூர். (6) சே.மோகன்ராஜ், இராவாங்குடி, உடையார்பாளையம், அரியலூர். [419, 1520, 750, 1700]
organizer-paragraph [1162, 1485, 1492, 1527]
deputies-paragraph [1162, 571, 1492, 717]
organizer-label: அமைப்பாளர் : [48, 1426, 138, 1439]
deputies-text: (1) சு.முனீஸ்வரன், செல்வ விநாயகர் தெரு, கீரனூர், பழனி. (2) க.ராம்குமார், செவுக பாண்டியன் தெரு, கீரனூர் (அ), பழனி. (3) மு.ஆபீதீன், 7/5-பி, உமர் பாரூக் தெரு, கீரனூர் (அ), பழனி. (4) கா.துக்கைராஜ், மேற்குத் தெரு, கீரனூர் (அ), பழனி. (5) ந.வீரமணி, 3-2/45-பி, கக்கன்ஜி நகர், கீரனூர், பழனி. [1162, 812, 1492, 930]
appointment-entry [1162, 1485, 1492, 1663]
organizer-paragraph [419, 735, 750, 777]
deputies-text: (1) மு.நடச்சிவாயம், மேலக்கருப்பூர், அரியலூர். (2) சே.ஜெயக்குமார், 1/50, கிழக்குத்தெரு, சுண்டக்குடி, அரியலூர் (3) சி.முத்தையன், புதுப்பாளையம், சிறுவளூர், அரியலூர். (4) நே.விஜயகுமார், ஆதிதிராவிடர் தெரு, சுருப்பிளாங் கட்டனை, அரியலூர். (5) இர.விக்னேஷ், பிரதான சாலை, விளாங்குடி, அரியலூர். [1162, 1541, 1492, 1658]
organizer-paragraph [419, 1464, 750, 1506]
organizer-paragraph [48, 1185, 379, 1226]
organizer-paragraph [419, 477, 750, 519]
organizer-text: நா.சுரேஷ், புதுப்பாளையம், அரியலூர். [501, 2027, 699, 2040]
organizer-label: அமைப்பாளர் : [790, 1311, 890, 1324]
organizer-paragraph [1162, 756, 1492, 798]
organizer-text: சே.முருகேசன், முனியங்குறிச்சி, பெரியதிருக்கோணம், அரியலூர். [1162, 1922, 1492, 1956]
organizer-label: அமைப்பாளர் : [790, 1933, 889, 1946]
deputies-label: துணை அமைப்பாளர்கள் : [790, 490, 929, 503]
masthead-rule [48, 110, 1495, 112]
deputies-text: (1) த.சுபாஷ், ஆதிதிராவிடர் தெரு, முத்துசேர்வாமடம், அரியலூர். (2) செ.அருள்செல்வன், நரசிங்கப்பாளையம், வங்குடி, அரியலூர். (3) கொ.பிரசாந், ஆலத்திப்பள்ளம், அரியலூர். (4) செ.சரவணன், வங்குடி, உடையார்பாளையம், அரியலூர். (5) ர.ரமணி, கண்டுப்பள்ளம், முத்துசேர்வமடம், உடையார்பாளையம், அரியலூர். (6) பா.சஞ்சீவிராஜ், தெற்குத் தெரு, பாப்பாக்குடி, அரியலூர். [48, 1974, 379, 2113]
continued-text [790, 137, 1121, 179]
deputies-label: துணை அமைப்பாளர்கள் : [790, 686, 943, 699]
deputies-paragraph [790, 1981, 1121, 2107]
organizer-label: அமைப்பாளர் : [48, 326, 160, 339]
deputies-text: (1) பா.சரவணக்குமார், 44, சுட்ட ரெட்டியூர்பாளையம், குஜிலியம்பாறை. (2) கா.சக்திவேல், பாளையம் பிரதான சாலை, விநாயகர் கோவில் தெரு, பாளையம், குஜிலியம்பாறை. (3) த.சுரேஷ், மருத காளியம்மன் கோவில் தெரு, குஜிலியம்பாறை. (4) ச.பணிமாறன், ஆர்.கொல்லப்பட்டி, குஜிலியம்பாறை. (5) வெ.கிருஷ்ணன், திண்டுக்கல் பிரதான சாலை, பாளையம், குஜிலியம்பாறை. [1162, 337, 1492, 475]
organizer-text: ஆபாலமுருகன், பூவட்டக்கோயில், புங்கங்குழி, அரியலூர். [1162, 1489, 1492, 1523]
appointment-entry [1162, 1185, 1492, 1446]
